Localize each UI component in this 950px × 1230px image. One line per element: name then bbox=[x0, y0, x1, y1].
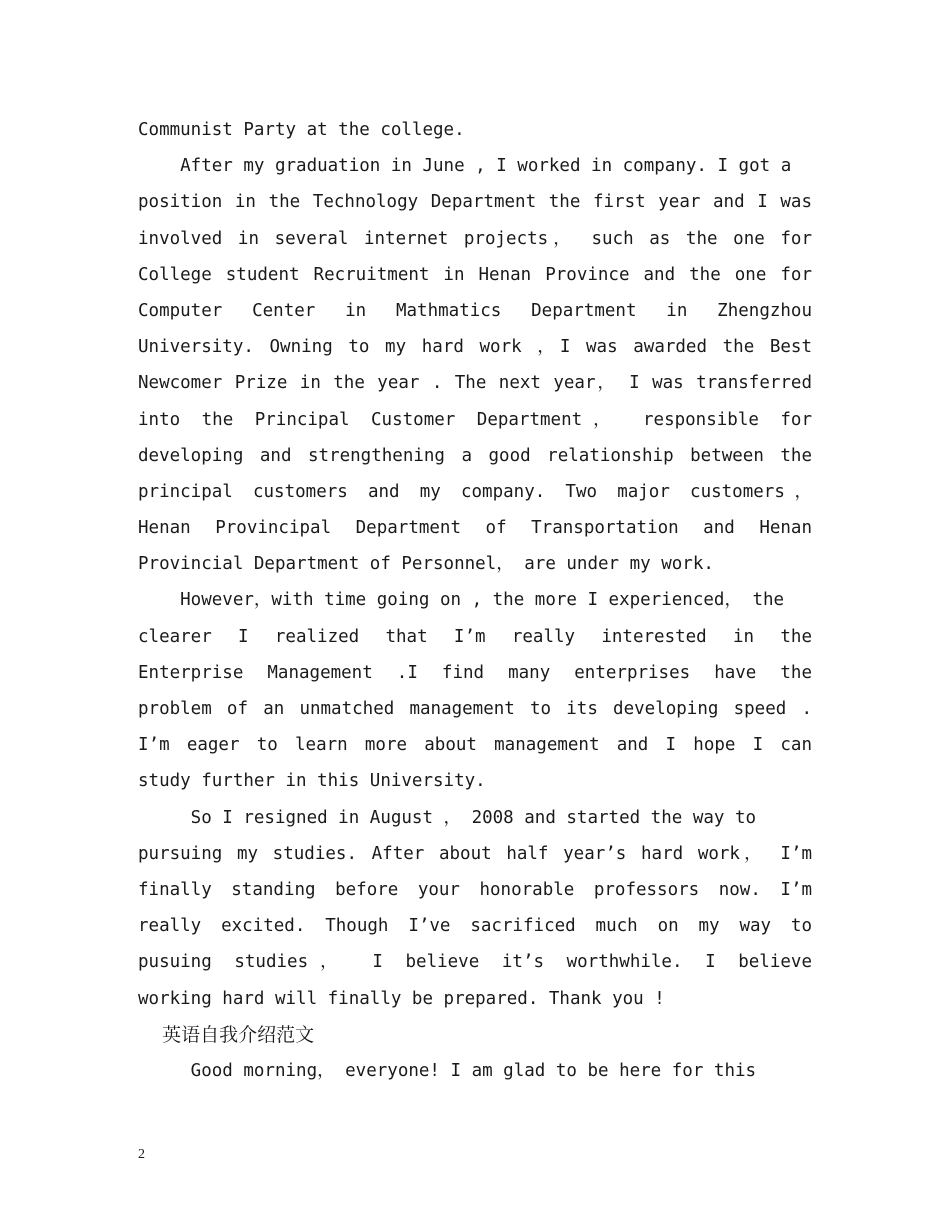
text-line: So I resigned in August ， 2008 and started the way to bbox=[138, 807, 757, 828]
text-line: University. Owning to my hard work ，I was awarded the Best bbox=[138, 337, 812, 358]
text-line: Provincial Department of Personnel， are under my work. bbox=[138, 554, 714, 575]
text-line: developing and strengthening a good relationship between the bbox=[138, 445, 812, 466]
text-line: After my graduation in June , I worked in company. I got a bbox=[138, 156, 792, 177]
text-line: finally standing before your honorable professors now. I’m bbox=[138, 879, 812, 900]
text-line: Communist Party at the college. bbox=[138, 120, 465, 140]
section-heading: 英语自我介绍范文 bbox=[138, 1023, 315, 1046]
text-line: Newcomer Prize in the year . The next year， I was transferred bbox=[138, 373, 812, 394]
text-line: into the Principal Customer Department， responsible for bbox=[138, 409, 812, 430]
text-line: principal customers and my company. Two major customers， bbox=[138, 481, 812, 502]
text-line: position in the Technology Department the first year and I was bbox=[138, 192, 812, 213]
text-line: Computer Center in Mathmatics Department in Zhengzhou bbox=[138, 300, 812, 321]
text-line: However，with time going on , the more I experienced， the bbox=[138, 590, 785, 611]
text-line: working hard will finally be prepared. Thank you ! bbox=[138, 988, 665, 1009]
text-line: problem of an unmatched management to its developing speed . bbox=[138, 699, 812, 719]
text-line: Good morning， everyone! I am glad to be here for this bbox=[138, 1060, 757, 1081]
text-line: pusuing studies， I believe it’s worthwhile. I believe bbox=[138, 952, 812, 973]
text-line: Enterprise Management .I find many enterprises have the bbox=[138, 662, 812, 683]
page-number: 2 bbox=[138, 1147, 145, 1162]
text-line: clearer I realized that I’m really interested in the bbox=[138, 626, 812, 647]
text-line: really excited. Though I’ve sacrificed much on my way to bbox=[138, 916, 812, 937]
text-line: College student Recruitment in Henan Province and the one for bbox=[138, 264, 812, 285]
text-line: involved in several internet projects， such as the one for bbox=[138, 228, 812, 249]
text-line: I’m eager to learn more about management and I hope I can bbox=[138, 735, 812, 756]
text-line: pursuing my studies. After about half year’s hard work， I’m bbox=[138, 843, 812, 864]
text-line: study further in this University. bbox=[138, 771, 486, 792]
body-text bbox=[138, 112, 812, 1089]
text-line: Henan Provincipal Department of Transportation and Henan bbox=[138, 518, 812, 539]
